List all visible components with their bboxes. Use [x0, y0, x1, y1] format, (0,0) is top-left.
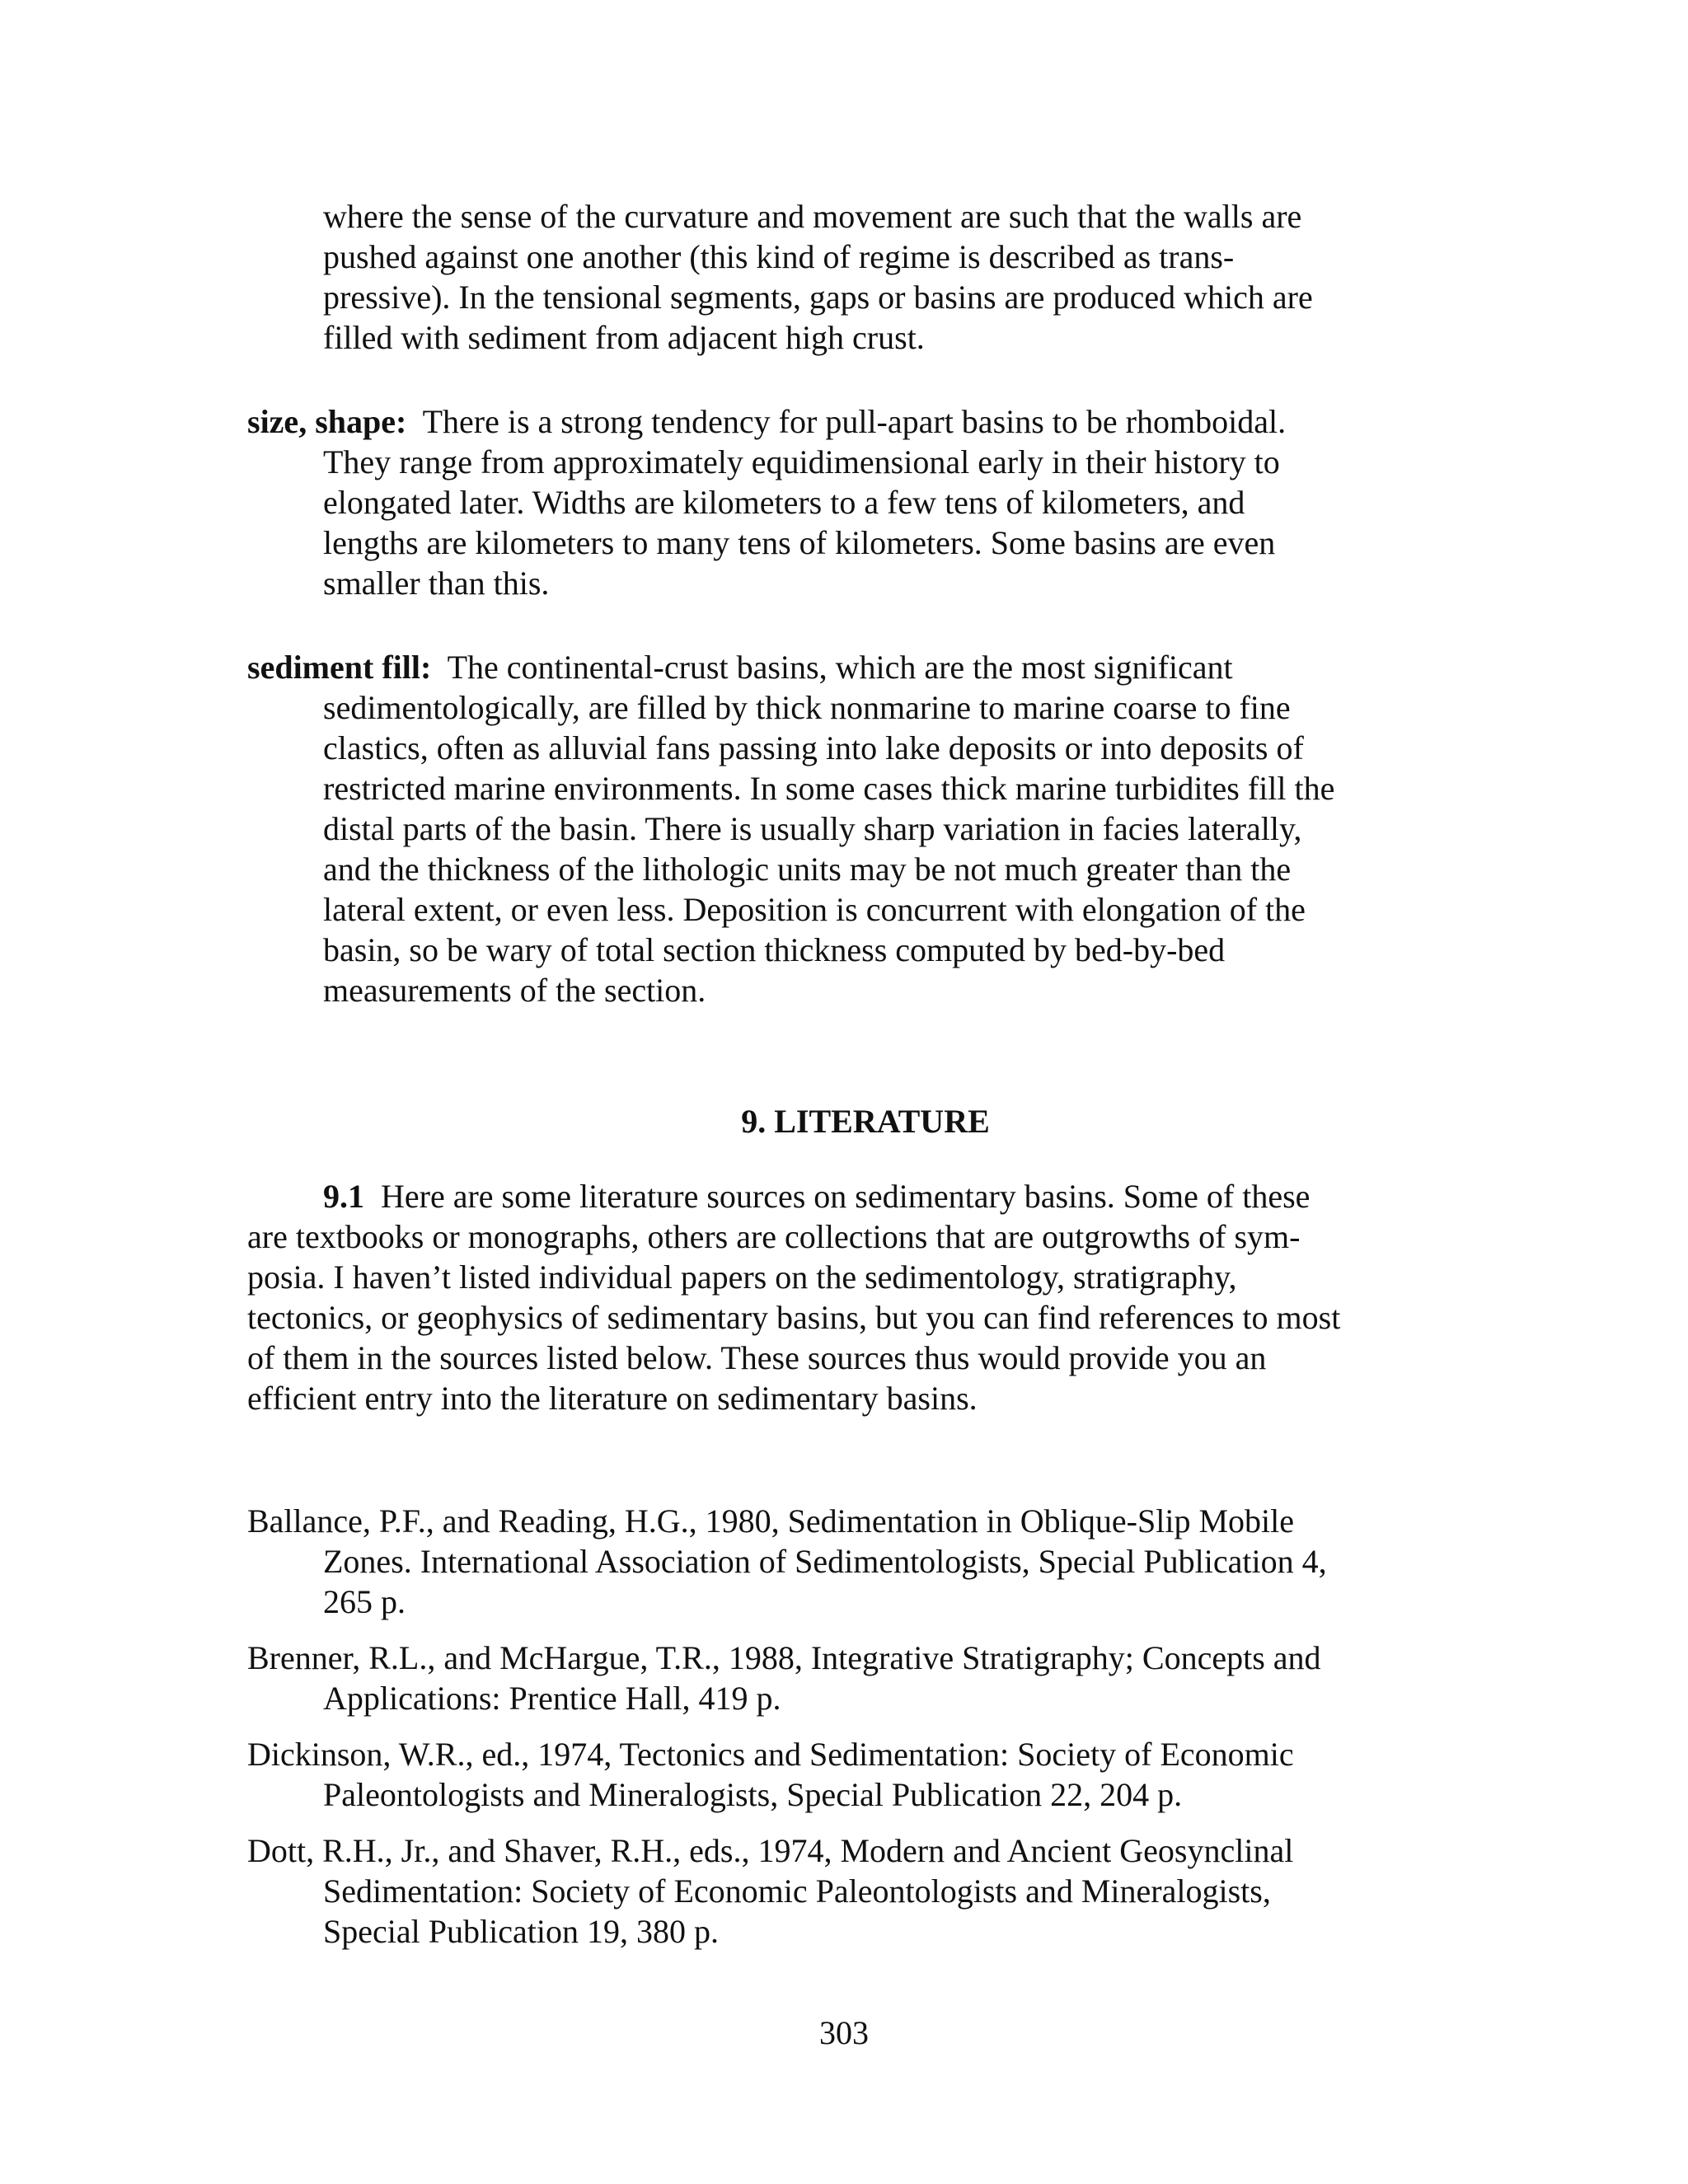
text-line: sedimentologically, are filled by thick nonmarine to marine coarse to fine [323, 689, 1291, 726]
reference-item [247, 1830, 1451, 1952]
paragraph-number: 9.1 [323, 1178, 364, 1215]
text-line: filled with sediment from adjacent high crust. [323, 319, 925, 356]
text-line: Dott, R.H., Jr., and Shaver, R.H., eds., 1974, Modern and Ancient Geosynclinal [247, 1832, 1294, 1869]
intro-continuation [247, 1216, 1451, 1418]
sediment-fill-paragraph [247, 647, 1451, 687]
text-line: tectonics, or geophysics of sedimentary basins, but you can find references to most [247, 1299, 1341, 1336]
page-number: 303 [819, 2014, 869, 2051]
text-line: Here are some literature sources on sedimentary basins. Some of these [381, 1178, 1311, 1215]
text-line: There is a strong tendency for pull-apart basins to be rhomboidal. [422, 403, 1287, 440]
text-line: Dickinson, W.R., ed., 1974, Tectonics and Sedimentation: Society of Economic [247, 1736, 1294, 1773]
section-heading: 9. LITERATURE [741, 1103, 990, 1140]
document-page [247, 196, 1451, 1967]
size-shape-continuation [247, 442, 1451, 603]
text-line: and the thickness of the lithologic units may be not much greater than the [323, 851, 1292, 888]
text-line: measurements of the section. [323, 972, 706, 1009]
text-line: are textbooks or monographs, others are collections that are outgrowths of sym- [247, 1218, 1301, 1255]
text-line: Special Publication 19, 380 p. [323, 1913, 719, 1950]
text-line: clastics, often as alluvial fans passing into lake deposits or into deposits of [323, 729, 1304, 766]
text-line: They range from approximately equidimensional early in their history to [323, 443, 1280, 480]
text-line: lateral extent, or even less. Deposition is concurrent with elongation of the [323, 891, 1306, 928]
text-line: restricted marine environments. In some cases thick marine turbidites fill the [323, 770, 1335, 807]
text-line: Applications: Prentice Hall, 419 p. [323, 1680, 781, 1717]
text-line: posia. I haven’t listed individual papers on the sedimentology, stratigraphy, [247, 1258, 1237, 1296]
reference-list [247, 1501, 1451, 1952]
text-line: elongated later. Widths are kilometers to a few tens of kilometers, and [323, 484, 1245, 521]
term-label: size, shape: [247, 403, 407, 440]
reference-item [247, 1501, 1451, 1622]
text-line: Paleontologists and Mineralogists, Special Publication 22, 204 p. [323, 1776, 1183, 1813]
text-line: smaller than this. [323, 565, 550, 602]
text-line: Brenner, R.L., and McHargue, T.R., 1988, Integrative Stratigraphy; Concepts and [247, 1639, 1321, 1676]
text-line: pushed against one another (this kind of regime is described as trans- [323, 238, 1235, 275]
text-line: basin, so be wary of total section thickness computed by bed-by-bed [323, 931, 1226, 968]
text-line: of them in the sources listed below. These sources thus would provide you an [247, 1339, 1267, 1376]
text-line: Ballance, P.F., and Reading, H.G., 1980, Sedimentation in Oblique-Slip Mobile [247, 1502, 1294, 1540]
text-line: distal parts of the basin. There is usually sharp variation in facies laterally, [323, 810, 1302, 847]
text-line: Sedimentation: Society of Economic Paleontologists and Mineralogists, [323, 1872, 1271, 1910]
text-line: pressive). In the tensional segments, gaps or basins are produced which are [323, 279, 1313, 316]
reference-item [247, 1734, 1451, 1815]
text-line: lengths are kilometers to many tens of kilometers. Some basins are even [323, 524, 1276, 561]
text-line: efficient entry into the literature on sedimentary basins. [247, 1380, 978, 1417]
term-label: sediment fill: [247, 649, 432, 686]
size-shape-paragraph [247, 401, 1451, 442]
continuation-paragraph [247, 196, 1451, 358]
text-line: The continental-crust basins, which are the most significant [447, 649, 1233, 686]
text-line: Zones. International Association of Sedimentologists, Special Publication 4, [323, 1543, 1327, 1580]
intro-paragraph [247, 1176, 1451, 1216]
text-line: 265 p. [323, 1583, 406, 1620]
sediment-fill-continuation [247, 687, 1451, 1010]
reference-item [247, 1638, 1451, 1718]
text-line: where the sense of the curvature and movement are such that the walls are [323, 198, 1302, 235]
